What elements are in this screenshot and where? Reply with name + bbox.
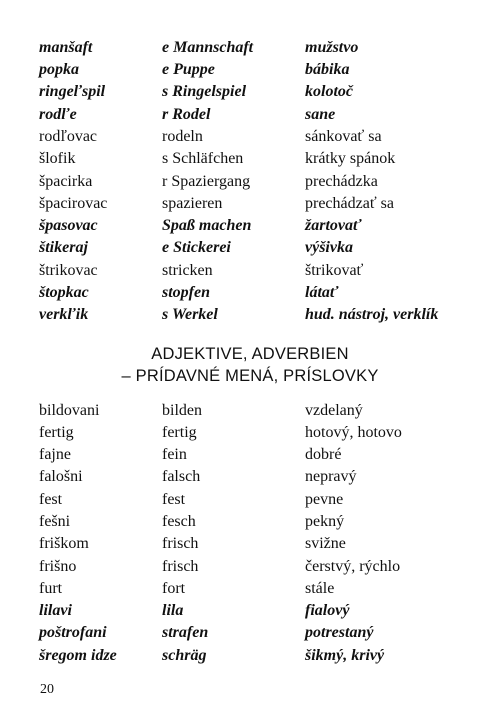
vocab-row <box>0 600 500 622</box>
dialect-word: ringeľspil <box>39 83 106 100</box>
german-word: bilden <box>162 402 202 419</box>
german-word: s Ringelspiel <box>162 83 247 100</box>
slovak-word: žartovať <box>305 217 362 234</box>
slovak-word: látať <box>305 284 339 301</box>
dialect-word: šregom idze <box>39 647 117 664</box>
vocab-row <box>0 304 500 326</box>
german-word: e Mannschaft <box>162 39 254 56</box>
vocab-row <box>0 511 500 533</box>
slovak-word: čerstvý, rýchlo <box>305 558 401 575</box>
slovak-word: sane <box>305 106 336 123</box>
vocab-row <box>0 622 500 644</box>
dialect-word: štopkac <box>39 284 89 301</box>
vocab-row <box>0 466 500 488</box>
dialect-word: fajne <box>39 446 71 463</box>
slovak-word: hotový, hotovo <box>305 424 402 441</box>
german-word: e Puppe <box>162 61 215 78</box>
slovak-word: vzdelaný <box>305 402 363 419</box>
german-word: s Schläfchen <box>162 150 244 167</box>
dialect-word: štikeraj <box>39 239 88 256</box>
vocab-row <box>0 171 500 193</box>
dialect-word: fešni <box>39 513 71 530</box>
slovak-word: stále <box>305 580 335 597</box>
vocab-row <box>0 237 500 259</box>
vocab-row <box>0 533 500 555</box>
section-heading-line1: ADJEKTIVE, ADVERBIEN <box>151 345 349 363</box>
slovak-word: hud. nástroj, verklík <box>305 306 439 323</box>
dialect-word: falošni <box>39 468 83 485</box>
slovak-word: dobré <box>305 446 342 463</box>
slovak-word: kolotoč <box>305 83 353 100</box>
dialect-word: bildovani <box>39 402 100 419</box>
vocab-row <box>0 645 500 667</box>
dialect-word: popka <box>39 61 79 78</box>
slovak-word: sánkovať sa <box>305 128 382 145</box>
dialect-word: špasovac <box>39 217 98 234</box>
vocab-row <box>0 104 500 126</box>
dialect-word: manšaft <box>39 39 93 56</box>
slovak-word: pekný <box>305 513 345 530</box>
german-word: spazieren <box>162 195 223 212</box>
german-word: rodeln <box>162 128 203 145</box>
slovak-word: fialový <box>305 602 350 619</box>
dialect-word: frišno <box>39 558 77 575</box>
slovak-word: prechádzka <box>305 173 378 190</box>
dialect-word: rodľovac <box>39 128 98 145</box>
german-word: lila <box>162 602 184 619</box>
slovak-word: bábika <box>305 61 350 78</box>
dialect-word: verkľik <box>39 306 89 323</box>
vocab-row <box>0 400 500 422</box>
german-word: s Werkel <box>162 306 218 323</box>
dialect-word: rodľe <box>39 106 77 123</box>
vocab-row <box>0 282 500 304</box>
german-word: stopfen <box>162 284 210 301</box>
german-word: Spaß machen <box>162 217 252 234</box>
vocab-row <box>0 578 500 600</box>
dialect-word: fertig <box>39 424 74 441</box>
dialect-word: štrikovac <box>39 262 98 279</box>
vocab-row <box>0 556 500 578</box>
page-number: 20 <box>40 682 54 697</box>
german-word: frisch <box>162 558 199 575</box>
german-word: r Rodel <box>162 106 211 123</box>
vocab-row <box>0 444 500 466</box>
slovak-word: šikmý, krivý <box>305 647 385 664</box>
slovak-word: prechádzať sa <box>305 195 394 212</box>
vocab-row <box>0 215 500 237</box>
dialect-word: šlofik <box>39 150 76 167</box>
vocab-row <box>0 37 500 59</box>
dialect-word: špacirovac <box>39 195 108 212</box>
vocab-row <box>0 260 500 282</box>
german-word: falsch <box>162 468 201 485</box>
german-word: e Stickerei <box>162 239 231 256</box>
german-word: fest <box>162 491 186 508</box>
vocab-row <box>0 489 500 511</box>
slovak-word: potrestaný <box>305 624 374 641</box>
slovak-word: štrikovať <box>305 262 364 279</box>
dialect-word: špacirka <box>39 173 93 190</box>
slovak-word: svižne <box>305 535 346 552</box>
german-word: fesch <box>162 513 196 530</box>
german-word: stricken <box>162 262 213 279</box>
german-word: r Spaziergang <box>162 173 251 190</box>
slovak-word: mužstvo <box>305 39 359 56</box>
section-heading <box>0 343 500 387</box>
dialect-word: furt <box>39 580 63 597</box>
german-word: strafen <box>162 624 209 641</box>
vocab-row <box>0 81 500 103</box>
slovak-word: výšivka <box>305 239 353 256</box>
vocab-row <box>0 193 500 215</box>
vocab-row <box>0 422 500 444</box>
vocab-row <box>0 59 500 81</box>
dialect-word: fest <box>39 491 63 508</box>
section-heading-line2: – PRÍDAVNÉ MENÁ, PRÍSLOVKY <box>121 367 379 385</box>
slovak-word: krátky spánok <box>305 150 396 167</box>
dialect-word: poštrofani <box>39 624 107 641</box>
dialect-word: lilavi <box>39 602 72 619</box>
german-word: schräg <box>162 647 207 664</box>
vocab-row <box>0 126 500 148</box>
german-word: fein <box>162 446 187 463</box>
slovak-word: pevne <box>305 491 344 508</box>
vocab-row <box>0 148 500 170</box>
german-word: frisch <box>162 535 199 552</box>
german-word: fertig <box>162 424 197 441</box>
slovak-word: nepravý <box>305 468 357 485</box>
dialect-word: friškom <box>39 535 89 552</box>
german-word: fort <box>162 580 186 597</box>
